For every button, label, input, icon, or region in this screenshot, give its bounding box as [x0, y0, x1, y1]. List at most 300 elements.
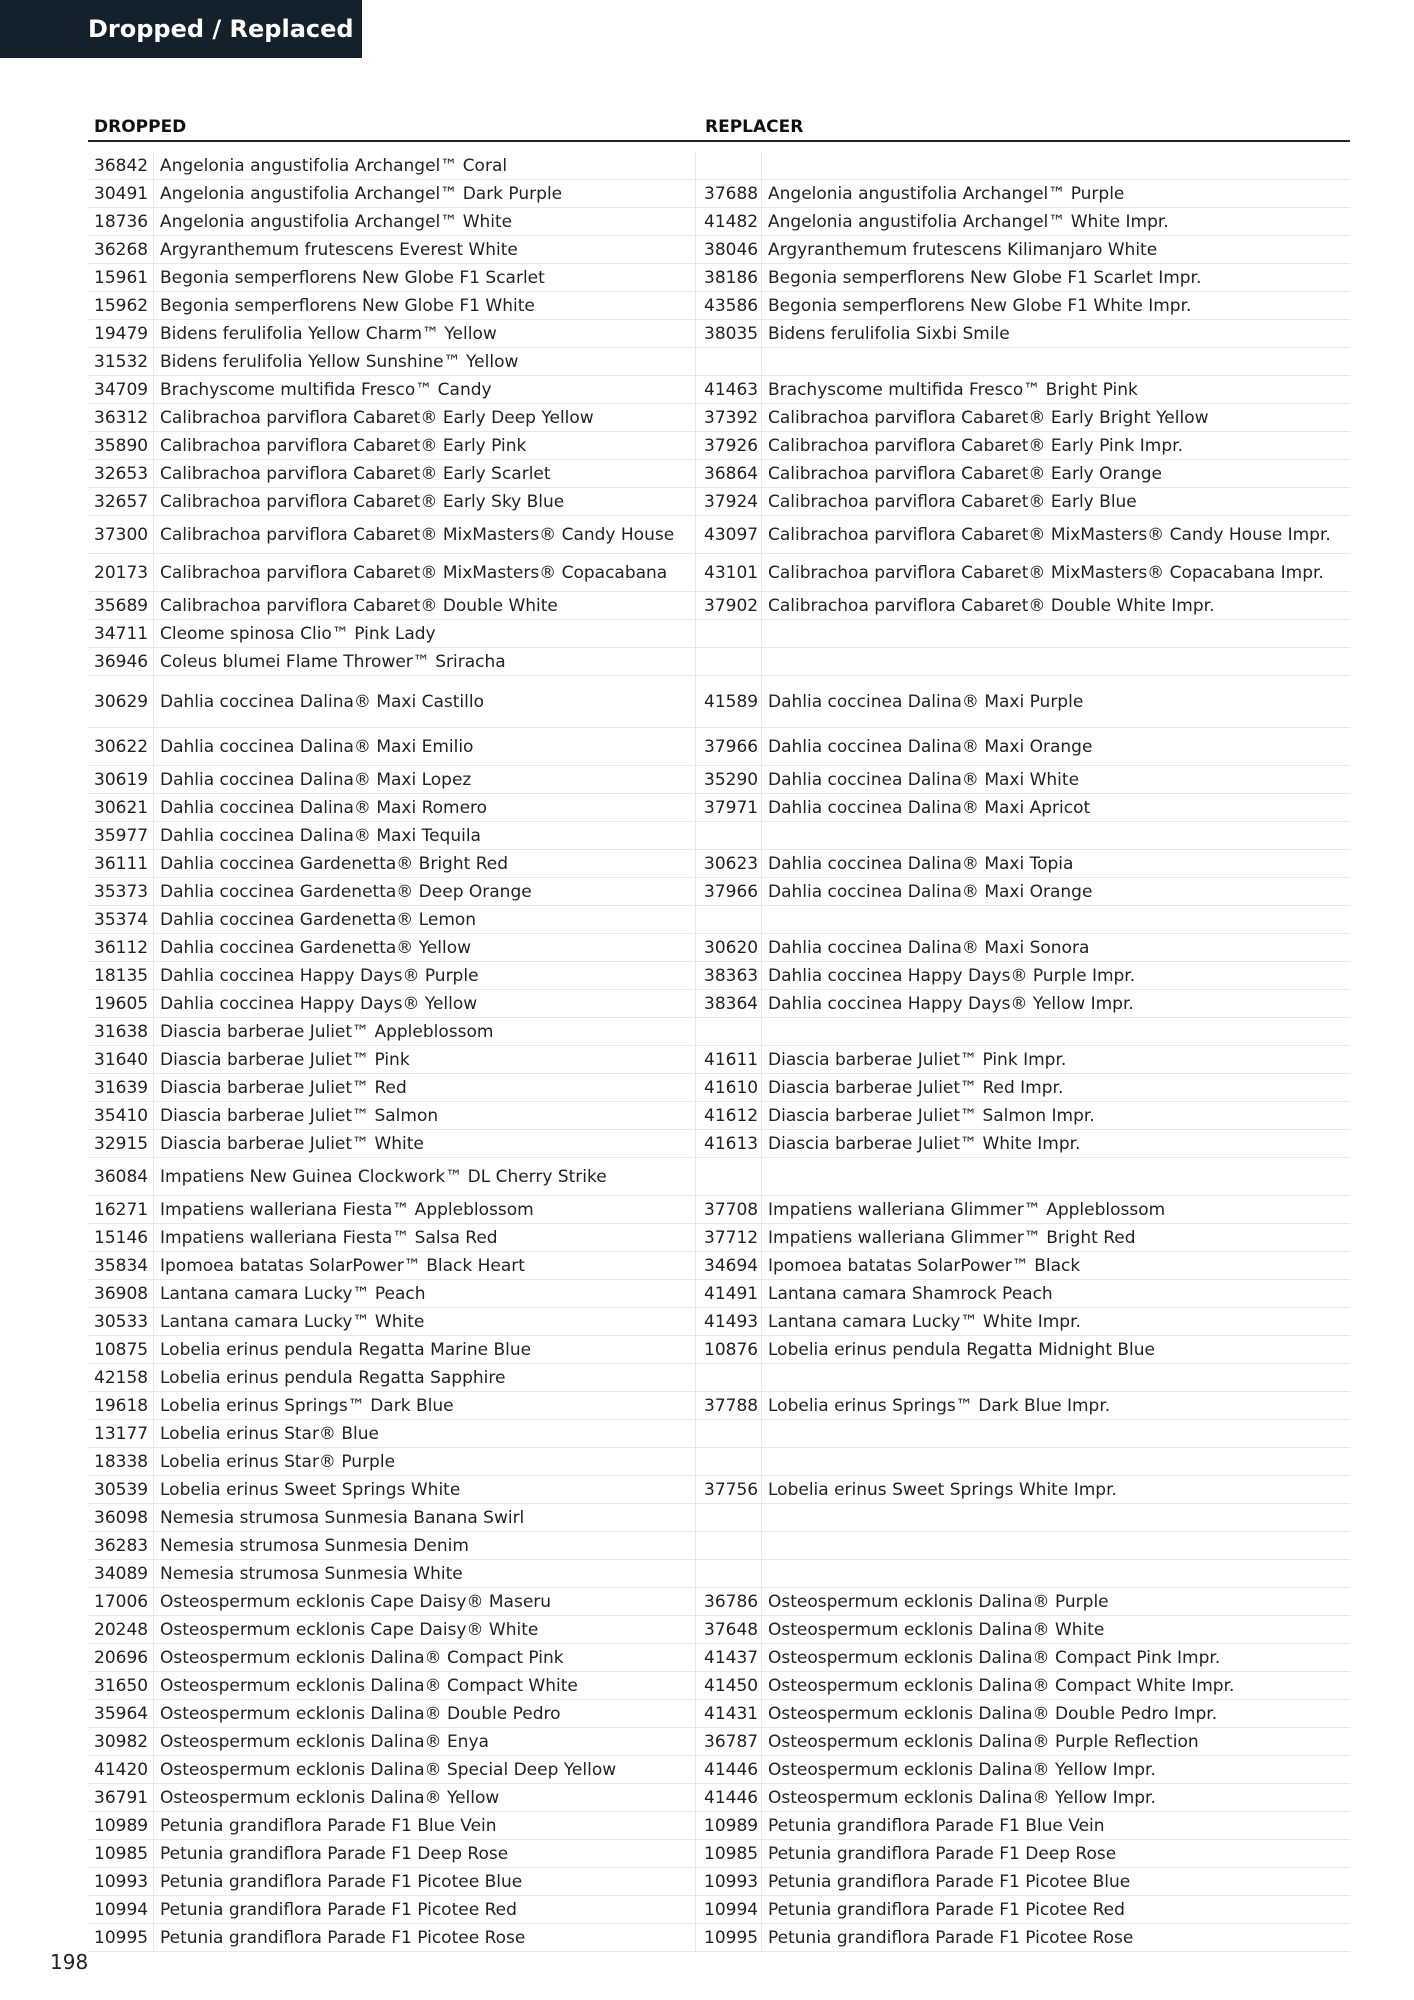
dropped-code: 31638	[94, 1021, 149, 1042]
replacer-code: 41589	[695, 676, 761, 727]
table-row	[88, 1868, 1350, 1896]
dropped-name: Calibrachoa parviflora Cabaret® MixMasters® Copacabana	[153, 554, 695, 591]
replacer-code: 37756	[695, 1476, 761, 1503]
replacer-name: Begonia semperflorens New Globe F1 White Impr.	[761, 292, 1350, 319]
table-row	[88, 1896, 1350, 1924]
dropped-code: 30622	[94, 736, 149, 757]
replacer-name: Diascia barberae Juliet™ White Impr.	[761, 1130, 1350, 1157]
table-row	[88, 934, 1350, 962]
replacer-code: 37392	[695, 404, 761, 431]
table-row	[88, 766, 1350, 794]
dropped-name: Bidens ferulifolia Yellow Charm™ Yellow	[153, 320, 695, 347]
replacer-name: Angelonia angustifolia Archangel™ Purple	[761, 180, 1350, 207]
replacer-code: 37926	[695, 432, 761, 459]
replacer-code: 37924	[695, 488, 761, 515]
dropped-code: 30533	[94, 1311, 149, 1332]
dropped-name: Argyranthemum frutescens Everest White	[153, 236, 695, 263]
replacer-code: 37708	[695, 1196, 761, 1223]
table-row	[88, 1130, 1350, 1158]
section-title: Dropped / Replaced	[88, 15, 354, 43]
dropped-code: 36791	[94, 1787, 149, 1808]
replacer-code: 41610	[695, 1074, 761, 1101]
dropped-code: 19618	[94, 1395, 149, 1416]
dropped-name: Petunia grandiflora Parade F1 Blue Vein	[153, 1812, 695, 1839]
replacer-name: Calibrachoa parviflora Cabaret® Early Blue	[761, 488, 1350, 515]
table-row	[88, 1476, 1350, 1504]
replacer-code: 41482	[695, 208, 761, 235]
replacer-name	[761, 348, 1350, 375]
dropped-name: Diascia barberae Juliet™ Red	[153, 1074, 695, 1101]
dropped-name: Brachyscome multifida Fresco™ Candy	[153, 376, 695, 403]
replacer-name: Osteospermum ecklonis Dalina® Yellow Impr.	[761, 1756, 1350, 1783]
dropped-name: Calibrachoa parviflora Cabaret® Early Sky Blue	[153, 488, 695, 515]
dropped-name: Impatiens walleriana Fiesta™ Appleblossom	[153, 1196, 695, 1223]
dropped-name: Calibrachoa parviflora Cabaret® MixMasters® Candy House	[153, 516, 695, 553]
table-row	[88, 516, 1350, 554]
dropped-code: 17006	[94, 1591, 149, 1612]
replacer-name: Dahlia coccinea Happy Days® Yellow Impr.	[761, 990, 1350, 1017]
replacer-code: 37648	[695, 1616, 761, 1643]
replacer-name: Dahlia coccinea Dalina® Maxi Orange	[761, 728, 1350, 765]
replacer-code	[695, 1532, 761, 1559]
replacer-name	[761, 1018, 1350, 1045]
dropped-replaced-table	[88, 152, 1350, 1952]
table-row	[88, 404, 1350, 432]
table-row	[88, 1532, 1350, 1560]
dropped-code: 32653	[94, 463, 149, 484]
table-row	[88, 1784, 1350, 1812]
table-row	[88, 1504, 1350, 1532]
replacer-code: 37966	[695, 728, 761, 765]
dropped-code: 20248	[94, 1619, 149, 1640]
replacer-code: 41491	[695, 1280, 761, 1307]
replacer-name: Argyranthemum frutescens Kilimanjaro White	[761, 236, 1350, 263]
dropped-code: 19605	[94, 993, 149, 1014]
table-row	[88, 1700, 1350, 1728]
replacer-name: Lobelia erinus Sweet Springs White Impr.	[761, 1476, 1350, 1503]
table-row	[88, 1588, 1350, 1616]
dropped-name: Osteospermum ecklonis Dalina® Special Deep Yellow	[153, 1756, 695, 1783]
replacer-code: 37688	[695, 180, 761, 207]
dropped-code: 36312	[94, 407, 149, 428]
table-row	[88, 1644, 1350, 1672]
replacer-code: 41611	[695, 1046, 761, 1073]
dropped-code: 31640	[94, 1049, 149, 1070]
dropped-name: Angelonia angustifolia Archangel™ White	[153, 208, 695, 235]
replacer-code	[695, 1364, 761, 1391]
dropped-code: 30491	[94, 183, 149, 204]
replacer-name: Dahlia coccinea Happy Days® Purple Impr.	[761, 962, 1350, 989]
replacer-name: Calibrachoa parviflora Cabaret® MixMasters® Copacabana Impr.	[761, 554, 1350, 591]
table-row	[88, 1018, 1350, 1046]
replacer-name: Petunia grandiflora Parade F1 Blue Vein	[761, 1812, 1350, 1839]
replacer-code: 41446	[695, 1756, 761, 1783]
replacer-name: Calibrachoa parviflora Cabaret® Early Bright Yellow	[761, 404, 1350, 431]
replacer-code	[695, 348, 761, 375]
table-row	[88, 152, 1350, 180]
replacer-name	[761, 1420, 1350, 1447]
dropped-code: 10994	[94, 1899, 149, 1920]
replacer-name: Brachyscome multifida Fresco™ Bright Pink	[761, 376, 1350, 403]
dropped-code: 32915	[94, 1133, 149, 1154]
dropped-code: 35977	[94, 825, 149, 846]
table-row	[88, 554, 1350, 592]
replacer-name: Osteospermum ecklonis Dalina® Double Pedro Impr.	[761, 1700, 1350, 1727]
replacer-code: 36787	[695, 1728, 761, 1755]
dropped-code: 30982	[94, 1731, 149, 1752]
table-row	[88, 1074, 1350, 1102]
dropped-name: Coleus blumei Flame Thrower™ Sriracha	[153, 648, 695, 675]
replacer-name: Petunia grandiflora Parade F1 Picotee Blue	[761, 1868, 1350, 1895]
dropped-code: 34709	[94, 379, 149, 400]
replacer-name	[761, 1504, 1350, 1531]
dropped-code: 35689	[94, 595, 149, 616]
replacer-name: Diascia barberae Juliet™ Salmon Impr.	[761, 1102, 1350, 1129]
dropped-name: Cleome spinosa Clio™ Pink Lady	[153, 620, 695, 647]
dropped-name: Dahlia coccinea Dalina® Maxi Emilio	[153, 728, 695, 765]
table-row	[88, 1102, 1350, 1130]
dropped-code: 35410	[94, 1105, 149, 1126]
replacer-code: 30620	[695, 934, 761, 961]
dropped-code: 35374	[94, 909, 149, 930]
dropped-name: Petunia grandiflora Parade F1 Deep Rose	[153, 1840, 695, 1867]
dropped-name: Impatiens New Guinea Clockwork™ DL Cherry Strike	[153, 1158, 695, 1195]
replacer-name: Osteospermum ecklonis Dalina® Yellow Impr.	[761, 1784, 1350, 1811]
replacer-code: 41437	[695, 1644, 761, 1671]
table-row	[88, 1280, 1350, 1308]
dropped-name: Dahlia coccinea Dalina® Maxi Castillo	[153, 676, 695, 727]
replacer-code: 10876	[695, 1336, 761, 1363]
table-row	[88, 320, 1350, 348]
replacer-code: 43101	[695, 554, 761, 591]
dropped-code: 36268	[94, 239, 149, 260]
table-row	[88, 1756, 1350, 1784]
replacer-name: Lobelia erinus pendula Regatta Midnight Blue	[761, 1336, 1350, 1363]
table-row	[88, 728, 1350, 766]
dropped-code: 31532	[94, 351, 149, 372]
dropped-name: Calibrachoa parviflora Cabaret® Early Pink	[153, 432, 695, 459]
table-row	[88, 592, 1350, 620]
dropped-code: 36112	[94, 937, 149, 958]
replacer-code: 38364	[695, 990, 761, 1017]
dropped-code: 34711	[94, 623, 149, 644]
dropped-name: Dahlia coccinea Gardenetta® Yellow	[153, 934, 695, 961]
table-row	[88, 794, 1350, 822]
dropped-code: 35373	[94, 881, 149, 902]
replacer-name: Calibrachoa parviflora Cabaret® MixMasters® Candy House Impr.	[761, 516, 1350, 553]
dropped-name: Nemesia strumosa Sunmesia Banana Swirl	[153, 1504, 695, 1531]
column-header-replacer: REPLACER	[705, 117, 804, 137]
replacer-code: 10985	[695, 1840, 761, 1867]
replacer-code	[695, 906, 761, 933]
dropped-name: Dahlia coccinea Gardenetta® Bright Red	[153, 850, 695, 877]
replacer-code: 37712	[695, 1224, 761, 1251]
section-title-tab	[0, 0, 362, 58]
dropped-code: 30619	[94, 769, 149, 790]
table-row	[88, 822, 1350, 850]
replacer-name	[761, 1448, 1350, 1475]
replacer-code	[695, 1158, 761, 1195]
replacer-name: Osteospermum ecklonis Dalina® Compact White Impr.	[761, 1672, 1350, 1699]
dropped-name: Dahlia coccinea Happy Days® Yellow	[153, 990, 695, 1017]
dropped-name: Calibrachoa parviflora Cabaret® Early Scarlet	[153, 460, 695, 487]
replacer-code	[695, 1018, 761, 1045]
dropped-name: Osteospermum ecklonis Cape Daisy® Maseru	[153, 1588, 695, 1615]
replacer-code: 41613	[695, 1130, 761, 1157]
replacer-code	[695, 152, 761, 179]
dropped-name: Osteospermum ecklonis Dalina® Yellow	[153, 1784, 695, 1811]
replacer-name	[761, 152, 1350, 179]
table-row	[88, 1224, 1350, 1252]
replacer-code: 36786	[695, 1588, 761, 1615]
dropped-code: 10989	[94, 1815, 149, 1836]
dropped-code: 15146	[94, 1227, 149, 1248]
replacer-code: 41612	[695, 1102, 761, 1129]
table-row	[88, 460, 1350, 488]
dropped-code: 15961	[94, 267, 149, 288]
dropped-name: Dahlia coccinea Dalina® Maxi Lopez	[153, 766, 695, 793]
table-row	[88, 348, 1350, 376]
dropped-name: Lobelia erinus pendula Regatta Marine Blue	[153, 1336, 695, 1363]
table-row	[88, 1840, 1350, 1868]
table-row	[88, 376, 1350, 404]
replacer-code: 10989	[695, 1812, 761, 1839]
dropped-code: 36946	[94, 651, 149, 672]
replacer-name: Dahlia coccinea Dalina® Maxi Orange	[761, 878, 1350, 905]
replacer-code: 41431	[695, 1700, 761, 1727]
replacer-name	[761, 1560, 1350, 1587]
replacer-code: 10995	[695, 1924, 761, 1951]
replacer-code: 37788	[695, 1392, 761, 1419]
replacer-code: 37902	[695, 592, 761, 619]
table-row	[88, 1812, 1350, 1840]
dropped-name: Lobelia erinus Star® Purple	[153, 1448, 695, 1475]
dropped-code: 42158	[94, 1367, 149, 1388]
dropped-code: 15962	[94, 295, 149, 316]
replacer-name: Diascia barberae Juliet™ Red Impr.	[761, 1074, 1350, 1101]
replacer-code: 37971	[695, 794, 761, 821]
dropped-name: Bidens ferulifolia Yellow Sunshine™ Yellow	[153, 348, 695, 375]
table-row	[88, 1308, 1350, 1336]
replacer-code	[695, 1504, 761, 1531]
dropped-name: Osteospermum ecklonis Dalina® Compact White	[153, 1672, 695, 1699]
dropped-name: Lobelia erinus pendula Regatta Sapphire	[153, 1364, 695, 1391]
replacer-name: Impatiens walleriana Glimmer™ Bright Red	[761, 1224, 1350, 1251]
dropped-code: 36098	[94, 1507, 149, 1528]
replacer-name: Dahlia coccinea Dalina® Maxi Sonora	[761, 934, 1350, 961]
replacer-code: 37966	[695, 878, 761, 905]
dropped-name: Dahlia coccinea Dalina® Maxi Tequila	[153, 822, 695, 849]
replacer-name	[761, 906, 1350, 933]
replacer-code: 36864	[695, 460, 761, 487]
dropped-code: 10875	[94, 1339, 149, 1360]
dropped-name: Osteospermum ecklonis Dalina® Enya	[153, 1728, 695, 1755]
dropped-name: Diascia barberae Juliet™ Salmon	[153, 1102, 695, 1129]
dropped-name: Lobelia erinus Sweet Springs White	[153, 1476, 695, 1503]
dropped-name: Dahlia coccinea Gardenetta® Lemon	[153, 906, 695, 933]
dropped-name: Nemesia strumosa Sunmesia Denim	[153, 1532, 695, 1559]
replacer-name: Lantana camara Shamrock Peach	[761, 1280, 1350, 1307]
table-row	[88, 1560, 1350, 1588]
page-number: 198	[50, 1950, 89, 1974]
replacer-code	[695, 648, 761, 675]
table-row	[88, 850, 1350, 878]
table-row	[88, 1392, 1350, 1420]
table-row	[88, 236, 1350, 264]
replacer-name: Lobelia erinus Springs™ Dark Blue Impr.	[761, 1392, 1350, 1419]
dropped-name: Lantana camara Lucky™ Peach	[153, 1280, 695, 1307]
replacer-code	[695, 1448, 761, 1475]
dropped-code: 35964	[94, 1703, 149, 1724]
replacer-name: Osteospermum ecklonis Dalina® Compact Pink Impr.	[761, 1644, 1350, 1671]
table-row	[88, 620, 1350, 648]
replacer-name: Impatiens walleriana Glimmer™ Appleblossom	[761, 1196, 1350, 1223]
replacer-code: 10993	[695, 1868, 761, 1895]
replacer-name	[761, 822, 1350, 849]
table-row	[88, 906, 1350, 934]
dropped-name: Impatiens walleriana Fiesta™ Salsa Red	[153, 1224, 695, 1251]
replacer-code: 41446	[695, 1784, 761, 1811]
dropped-code: 10993	[94, 1871, 149, 1892]
table-row	[88, 1196, 1350, 1224]
dropped-code: 18736	[94, 211, 149, 232]
replacer-code: 38186	[695, 264, 761, 291]
replacer-name	[761, 620, 1350, 647]
dropped-code: 18135	[94, 965, 149, 986]
replacer-name: Calibrachoa parviflora Cabaret® Double White Impr.	[761, 592, 1350, 619]
replacer-code	[695, 1420, 761, 1447]
replacer-code: 41463	[695, 376, 761, 403]
dropped-code: 20696	[94, 1647, 149, 1668]
replacer-name	[761, 1532, 1350, 1559]
dropped-name: Dahlia coccinea Dalina® Maxi Romero	[153, 794, 695, 821]
replacer-code: 38035	[695, 320, 761, 347]
dropped-code: 36842	[94, 155, 149, 176]
dropped-name: Dahlia coccinea Happy Days® Purple	[153, 962, 695, 989]
dropped-code: 30539	[94, 1479, 149, 1500]
dropped-name: Calibrachoa parviflora Cabaret® Double White	[153, 592, 695, 619]
replacer-code: 35290	[695, 766, 761, 793]
dropped-name: Osteospermum ecklonis Cape Daisy® White	[153, 1616, 695, 1643]
dropped-name: Osteospermum ecklonis Dalina® Double Pedro	[153, 1700, 695, 1727]
replacer-name: Osteospermum ecklonis Dalina® Purple	[761, 1588, 1350, 1615]
table-row	[88, 990, 1350, 1018]
dropped-code: 41420	[94, 1759, 149, 1780]
dropped-name: Ipomoea batatas SolarPower™ Black Heart	[153, 1252, 695, 1279]
dropped-code: 35834	[94, 1255, 149, 1276]
table-row	[88, 878, 1350, 906]
replacer-name: Lantana camara Lucky™ White Impr.	[761, 1308, 1350, 1335]
table-row	[88, 1420, 1350, 1448]
replacer-code: 41450	[695, 1672, 761, 1699]
replacer-name: Calibrachoa parviflora Cabaret® Early Pink Impr.	[761, 432, 1350, 459]
replacer-name	[761, 1364, 1350, 1391]
table-row	[88, 1728, 1350, 1756]
replacer-name: Begonia semperflorens New Globe F1 Scarlet Impr.	[761, 264, 1350, 291]
dropped-code: 34089	[94, 1563, 149, 1584]
replacer-code	[695, 1560, 761, 1587]
dropped-code: 31650	[94, 1675, 149, 1696]
dropped-code: 19479	[94, 323, 149, 344]
dropped-code: 36283	[94, 1535, 149, 1556]
replacer-name: Diascia barberae Juliet™ Pink Impr.	[761, 1046, 1350, 1073]
dropped-name: Diascia barberae Juliet™ Appleblossom	[153, 1018, 695, 1045]
table-row	[88, 264, 1350, 292]
dropped-code: 31639	[94, 1077, 149, 1098]
table-row	[88, 1252, 1350, 1280]
replacer-code: 38046	[695, 236, 761, 263]
table-row	[88, 292, 1350, 320]
dropped-code: 37300	[94, 524, 149, 545]
dropped-name: Lantana camara Lucky™ White	[153, 1308, 695, 1335]
replacer-name: Dahlia coccinea Dalina® Maxi Topia	[761, 850, 1350, 877]
replacer-code: 10994	[695, 1896, 761, 1923]
dropped-name: Diascia barberae Juliet™ Pink	[153, 1046, 695, 1073]
replacer-code	[695, 822, 761, 849]
replacer-code: 30623	[695, 850, 761, 877]
dropped-name: Begonia semperflorens New Globe F1 Scarlet	[153, 264, 695, 291]
dropped-name: Lobelia erinus Springs™ Dark Blue	[153, 1392, 695, 1419]
replacer-name: Dahlia coccinea Dalina® Maxi Purple	[761, 676, 1350, 727]
replacer-name: Petunia grandiflora Parade F1 Picotee Rose	[761, 1924, 1350, 1951]
dropped-name: Angelonia angustifolia Archangel™ Coral	[153, 152, 695, 179]
table-row	[88, 1364, 1350, 1392]
dropped-code: 10995	[94, 1927, 149, 1948]
dropped-name: Diascia barberae Juliet™ White	[153, 1130, 695, 1157]
dropped-name: Petunia grandiflora Parade F1 Picotee Blue	[153, 1868, 695, 1895]
dropped-code: 13177	[94, 1423, 149, 1444]
table-row	[88, 1616, 1350, 1644]
replacer-code	[695, 620, 761, 647]
dropped-code: 30621	[94, 797, 149, 818]
replacer-code: 41493	[695, 1308, 761, 1335]
table-row	[88, 1336, 1350, 1364]
dropped-name: Petunia grandiflora Parade F1 Picotee Red	[153, 1896, 695, 1923]
dropped-code: 32657	[94, 491, 149, 512]
replacer-name: Osteospermum ecklonis Dalina® Purple Reflection	[761, 1728, 1350, 1755]
replacer-code: 34694	[695, 1252, 761, 1279]
dropped-name: Angelonia angustifolia Archangel™ Dark Purple	[153, 180, 695, 207]
replacer-name: Ipomoea batatas SolarPower™ Black	[761, 1252, 1350, 1279]
dropped-code: 10985	[94, 1843, 149, 1864]
table-row	[88, 676, 1350, 728]
replacer-name	[761, 1158, 1350, 1195]
table-row	[88, 488, 1350, 516]
table-row	[88, 180, 1350, 208]
replacer-code: 38363	[695, 962, 761, 989]
dropped-name: Dahlia coccinea Gardenetta® Deep Orange	[153, 878, 695, 905]
table-row	[88, 208, 1350, 236]
dropped-code: 36111	[94, 853, 149, 874]
dropped-name: Osteospermum ecklonis Dalina® Compact Pink	[153, 1644, 695, 1671]
table-row	[88, 1672, 1350, 1700]
table-row	[88, 1046, 1350, 1074]
replacer-name: Osteospermum ecklonis Dalina® White	[761, 1616, 1350, 1643]
replacer-name: Calibrachoa parviflora Cabaret® Early Orange	[761, 460, 1350, 487]
replacer-code: 43097	[695, 516, 761, 553]
dropped-code: 36084	[94, 1166, 149, 1187]
dropped-code: 16271	[94, 1199, 149, 1220]
dropped-code: 20173	[94, 562, 149, 583]
dropped-name: Begonia semperflorens New Globe F1 White	[153, 292, 695, 319]
replacer-name: Dahlia coccinea Dalina® Maxi White	[761, 766, 1350, 793]
replacer-code: 43586	[695, 292, 761, 319]
dropped-name: Calibrachoa parviflora Cabaret® Early Deep Yellow	[153, 404, 695, 431]
replacer-name: Dahlia coccinea Dalina® Maxi Apricot	[761, 794, 1350, 821]
table-row	[88, 432, 1350, 460]
replacer-name: Bidens ferulifolia Sixbi Smile	[761, 320, 1350, 347]
column-header-dropped: DROPPED	[94, 117, 187, 137]
